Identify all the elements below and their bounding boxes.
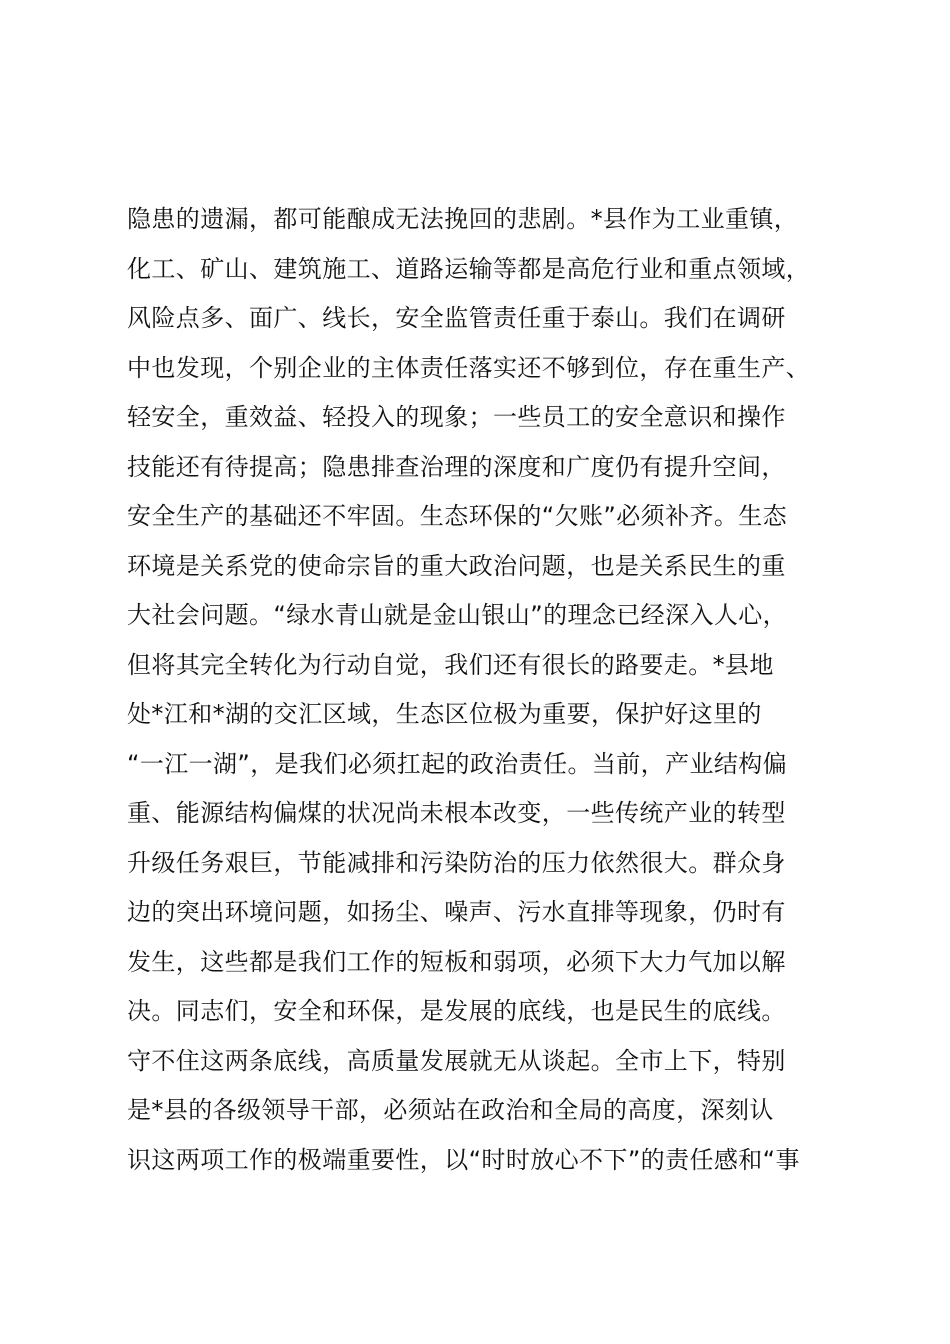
body-paragraph (127, 195, 847, 1185)
text-line: “一江一湖”，是我们必须扛起的政治责任。当前，产业结构偏 (127, 749, 788, 778)
text-line: 是*县的各级领导干部，必须站在政治和全局的高度，深刻认 (127, 1096, 774, 1124)
text-line: 轻安全，重效益、轻投入的现象；一些员工的安全意识和操作 (127, 403, 786, 431)
text-line: 技能还有待提高；隐患排查治理的深度和广度仍有提升空间， (127, 452, 786, 481)
text-line: 守不住这两条底线，高质量发展就无从谈起。全市上下，特别 (127, 1046, 786, 1075)
text-line: 升级任务艰巨，节能减排和污染防治的压力依然很大。群众身 (127, 848, 786, 877)
text-line: 决。同志们，安全和环保，是发展的底线，也是民生的底线。 (127, 997, 786, 1025)
text-line: 识这两项工作的极端重要性，以“时时放心不下”的责任感和“事 (127, 1145, 800, 1174)
text-line: 环境是关系党的使命宗旨的重大政治问题，也是关系民生的重 (127, 551, 786, 580)
text-line: 大社会问题。“绿水青山就是金山银山”的理念已经深入人心， (127, 601, 788, 629)
text-line: 边的突出环境问题，如扬尘、噪声、污水直排等现象，仍时有 (127, 898, 786, 926)
text-line: 发生，这些都是我们工作的短板和弱项，必须下大力气加以解 (127, 947, 786, 976)
text-line: 风险点多、面广、线长，安全监管责任重于泰山。我们在调研 (127, 304, 786, 332)
text-line: 化工、矿山、建筑施工、道路运输等都是高危行业和重点领域， (127, 254, 811, 283)
text-line: 中也发现，个别企业的主体责任落实还不够到位，存在重生产、 (127, 353, 811, 382)
text-line: 但将其完全转化为行动自觉，我们还有很长的路要走。*县地 (127, 650, 774, 679)
text-line: 安全生产的基础还不牢固。生态环保的“欠账”必须补齐。生态 (127, 502, 788, 530)
text-line: 隐患的遗漏，都可能酿成无法挽回的悲剧。*县作为工业重镇， (127, 205, 799, 233)
text-line: 处*江和*湖的交汇区域，生态区位极为重要，保护好这里的 (127, 700, 762, 728)
text-line: 重、能源结构偏煤的状况尚未根本改变，一些传统产业的转型 (127, 799, 786, 827)
